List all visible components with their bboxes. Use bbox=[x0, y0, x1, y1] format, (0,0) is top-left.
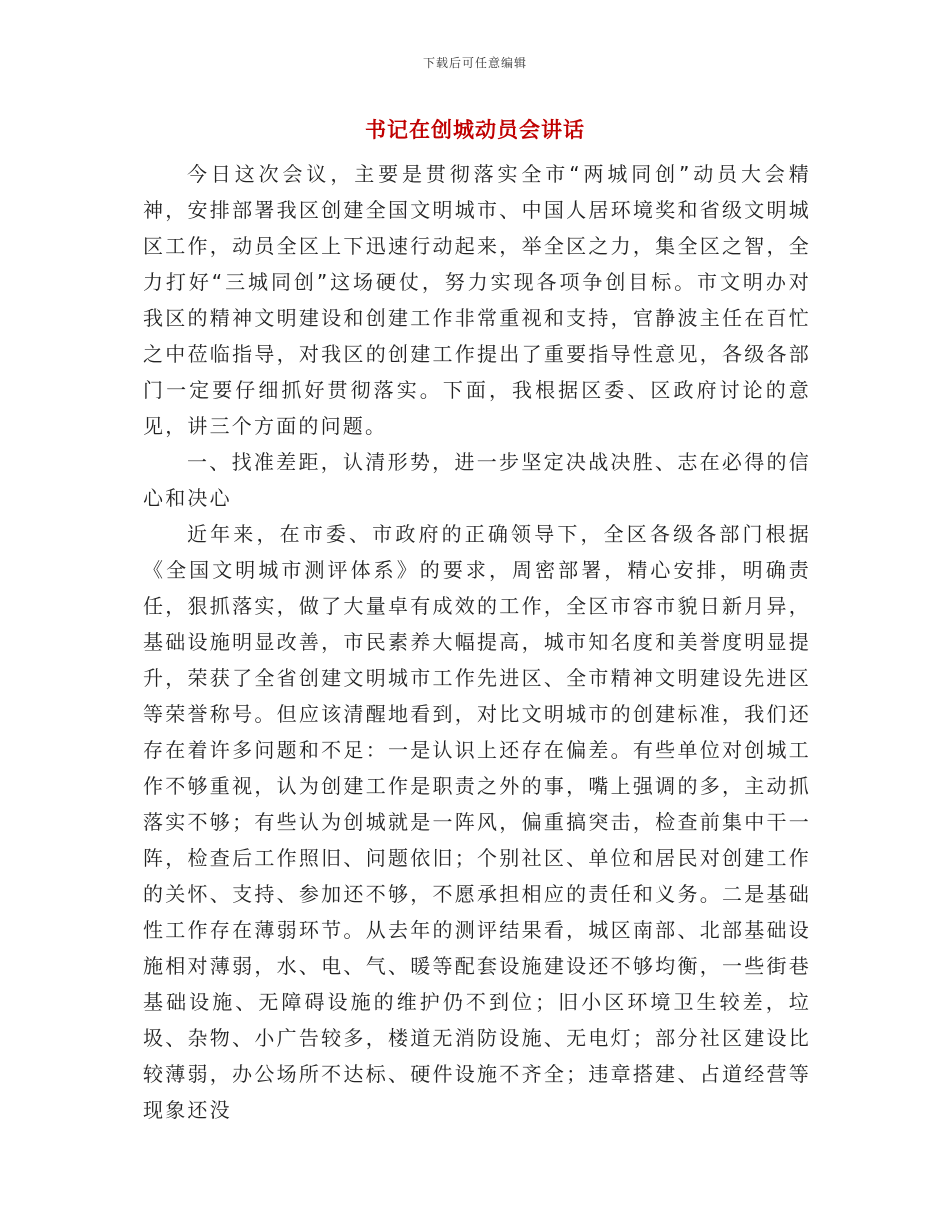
page-header-note: 下载后可任意编辑 bbox=[422, 56, 527, 70]
document-body bbox=[143, 156, 811, 1128]
paragraph-intro: 今日这次会议，主要是贯彻落实全市“两城同创”动员大会精神，安排部署我区创建全国文明城市、中国人居环境奖和省级文明城区工作，动员全区上下迅速行动起来，举全区之力，集全区之智，全力打好“三城同创”这场硬仗，努力实现各项争创目标。市文明办对我区的精神文明建设和创建工作非常重视和支持，官静波主任在百忙之中莅临指导，对我区的创建工作提出了重要指导性意见，各级各部门一定要仔细抓好贯彻落实。下面，我根据区委、区政府讨论的意见，讲三个方面的问题。 bbox=[143, 162, 811, 438]
paragraph-section-heading: 一、找准差距，认清形势，进一步坚定决战决胜、志在必得的信心和决心 bbox=[143, 450, 811, 510]
paragraph-problems: 近年来，在市委、市政府的正确领导下，全区各级各部门根据《全国文明城市测评体系》的要求，周密部署，精心安排，明确责任，狠抓落实，做了大量卓有成效的工作，全区市容市貌日新月异，基础设施明显改善，市民素养大幅提高，城市知名度和美誉度明显提升，荣获了全省创建文明城市工作先进区、全市精神文明建设先进区等荣誉称号。但应该清醒地看到，对比文明城市的创建标准，我们还存在着许多问题和不足：一是认识上还存在偏差。有些单位对创城工作不够重视，认为创建工作是职责之外的事，嘴上强调的多，主动抓落实不够；有些认为创城就是一阵风，偏重搞突击，检查前集中干一阵，检查后工作照旧、问题依旧；个别社区、单位和居民对创建工作的关怀、支持、参加还不够，不愿承担相应的责任和义务。二是基础性工作存在薄弱环节。从去年的测评结果看，城区南部、北部基础设施相对薄弱，水、电、气、暖等配套设施建设还不够均衡，一些街巷基础设施、无障碍设施的维护仍不到位；旧小区环境卫生较差，垃圾、杂物、小广告较多，楼道无消防设施、无电灯；部分社区建设比较薄弱，办公场所不达标、硬件设施不齐全；违章搭建、占道经营等现象还没 bbox=[143, 522, 811, 1122]
document-title: 书记在创城动员会讲话 bbox=[365, 118, 585, 142]
